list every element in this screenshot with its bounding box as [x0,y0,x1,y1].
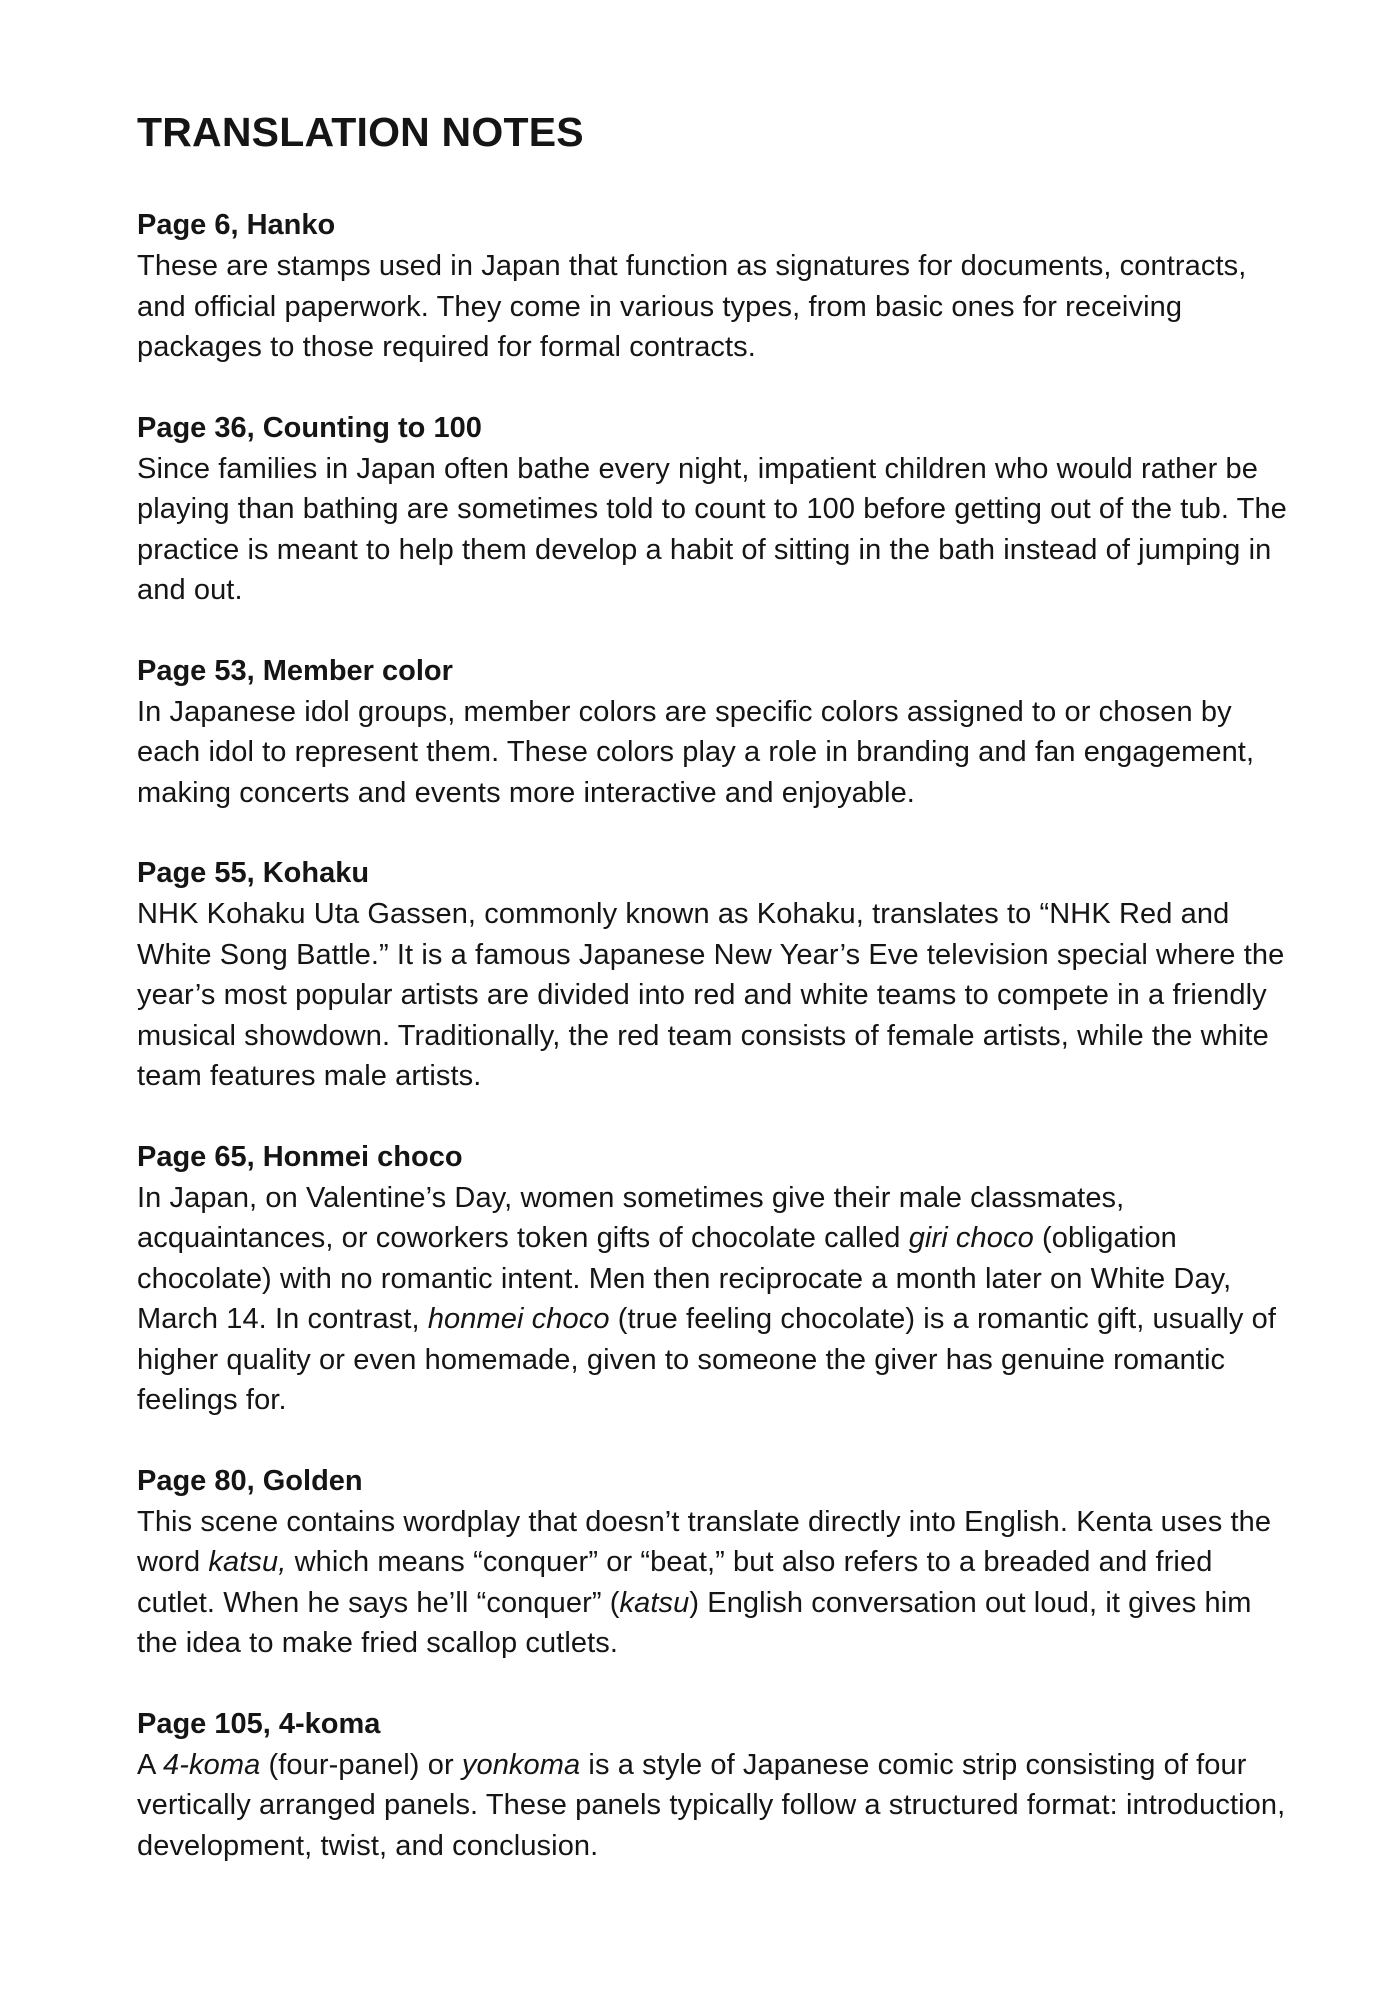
note-text: is a style of Japanese comic strip consisting of four vertically arranged panels. These panels typically follow a structured format: introduction, development, twist, and conclusion. [137,1748,1286,1862]
note-body [137,894,1297,1097]
note-body [137,692,1297,814]
translation-note [137,651,1297,814]
note-text: NHK Kohaku Uta Gassen, commonly known as Kohaku, translates to “NHK Red and White Song Battle.” It is a famous Japanese New Year’s Eve television special where the year’s most popular artists are divided into red and white teams to compete in a friendly musical showdown. Traditionally, the red team consists of female artists, while the white team features male artists. [137,898,1285,1093]
notes-list [137,205,1297,1866]
page-title: TRANSLATION NOTES [137,109,584,155]
translation-note [137,1461,1297,1664]
note-body [137,1502,1297,1664]
italic-term: 4-koma [163,1748,261,1781]
note-text: ) English conversation out loud, it gives him the idea to make fried scallop cutlets. [137,1586,1252,1660]
note-body [137,246,1297,368]
note-text: A [137,1748,163,1781]
note-text: In Japan, on Valentine’s Day, women sometimes give their male classmates, acquaintances, or coworkers token gifts of chocolate called [137,1181,1125,1255]
translation-note [137,1704,1297,1867]
italic-term: yonkoma [461,1748,581,1781]
italic-term: giri choco [908,1222,1034,1255]
note-body [137,449,1297,611]
note-text: These are stamps used in Japan that function as signatures for documents, contracts, and official paperwork. They come in various types, from basic ones for receiving packages to those required for formal contracts. [137,250,1247,364]
note-body [137,1178,1297,1421]
italic-term: honmei choco [427,1303,610,1336]
note-heading: Page 80, Golden [137,1464,363,1497]
note-text: (true feeling chocolate) is a romantic gift, usually of higher quality or even homemade, given to someone the giver has genuine romantic feelings for. [137,1303,1277,1417]
note-text: Since families in Japan often bathe every night, impatient children who would rather be playing than bathing are sometimes told to count to 100 before getting out of the tub. The practice is meant to help them develop a habit of sitting in the bath instead of jumping in and out. [137,452,1287,607]
note-heading: Page 53, Member color [137,654,453,687]
translation-note [137,1137,1297,1421]
translation-note [137,408,1297,611]
italic-term: katsu, [208,1546,287,1579]
note-text: which means “conquer” or “beat,” but also refers to a breaded and fried cutlet. When he says he’ll “conquer” ( [137,1546,1213,1619]
note-heading: Page 105, 4-koma [137,1707,381,1740]
note-heading: Page 65, Honmei choco [137,1140,463,1173]
document-page [137,108,1297,1906]
note-heading: Page 6, Hanko [137,209,336,242]
note-heading: Page 36, Counting to 100 [137,411,482,444]
note-body [137,1745,1297,1867]
note-text: (four-panel) or [260,1748,462,1781]
note-text: In Japanese idol groups, member colors are specific colors assigned to or chosen by each idol to represent them. These colors play a role in branding and fan engagement, making concerts and events more interactive and enjoyable. [137,695,1255,809]
translation-note [137,853,1297,1097]
note-text: This scene contains wordplay that doesn’t translate directly into English. Kenta uses the word [137,1505,1272,1579]
italic-term: katsu [619,1586,690,1619]
translation-note [137,205,1297,368]
note-text: (obligation chocolate) with no romantic intent. Men then reciprocate a month later on White Day, March 14. In contrast, [137,1222,1232,1336]
note-heading: Page 55, Kohaku [137,857,370,890]
